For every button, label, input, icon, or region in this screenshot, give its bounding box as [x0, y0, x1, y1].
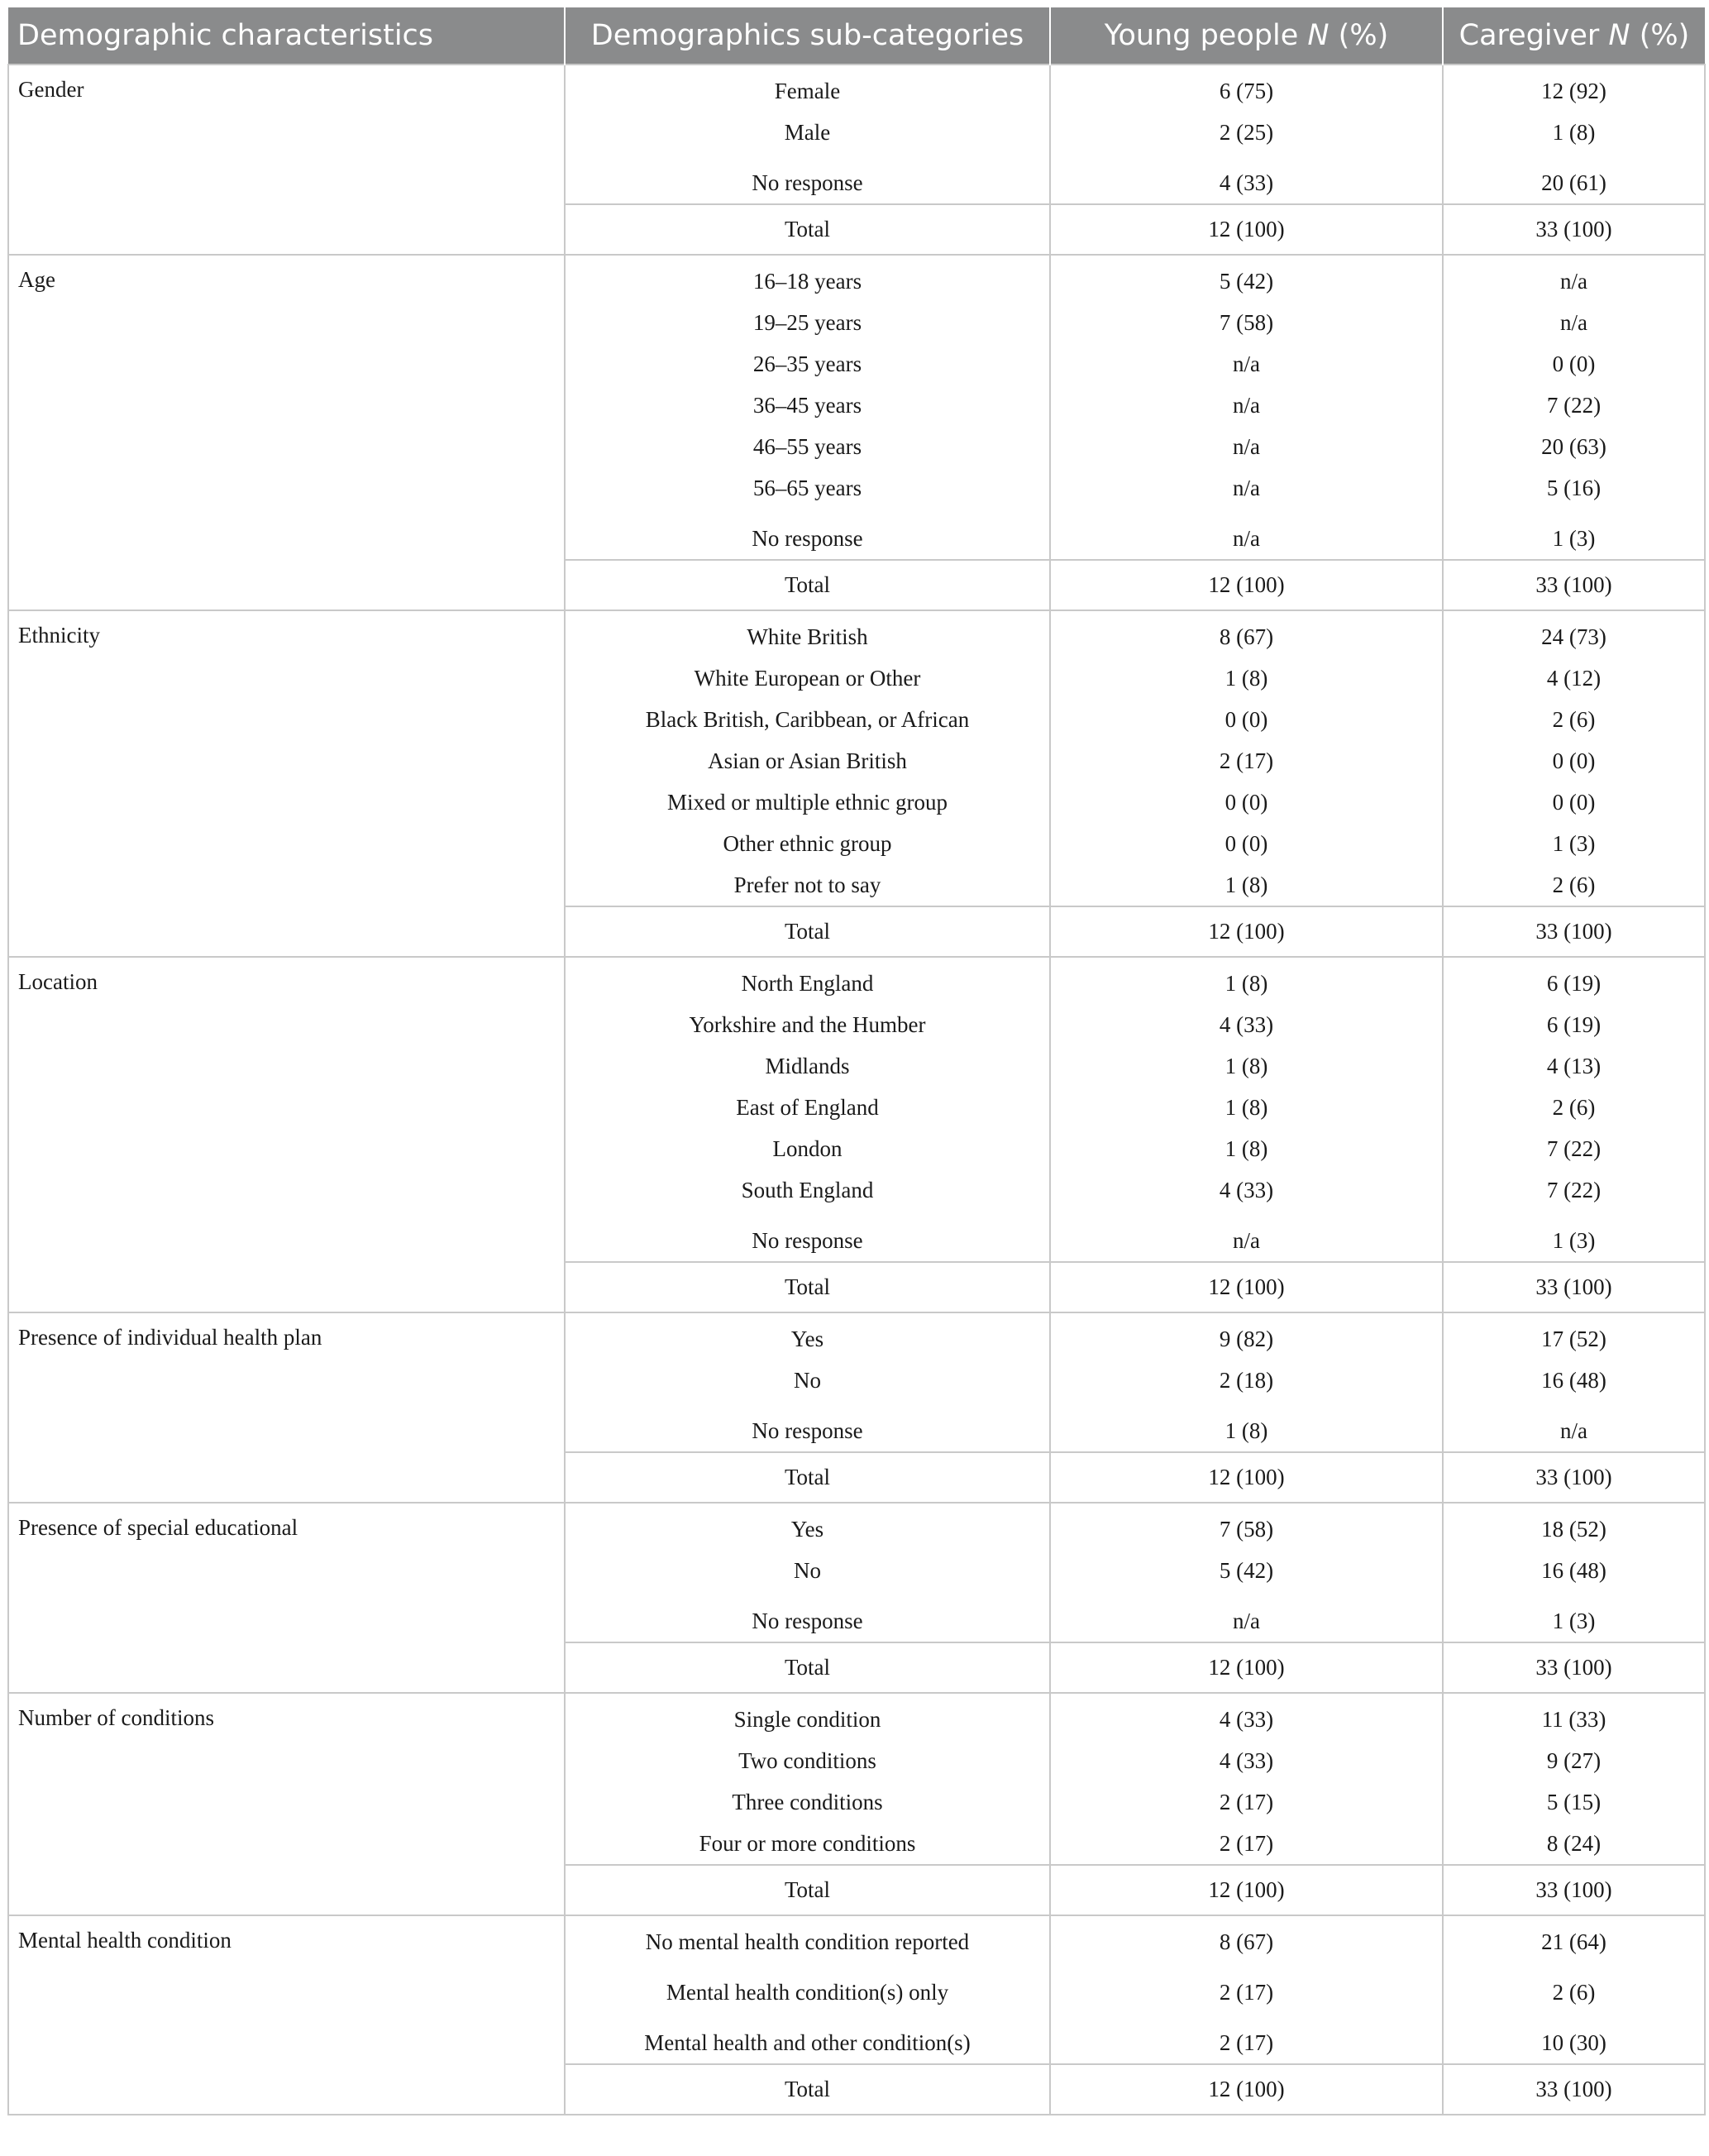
subcategory-label: 46–55 years: [752, 434, 862, 459]
subcategory-label: Four or more conditions: [699, 1831, 916, 1856]
caregiver-value: 6 (19): [1546, 1012, 1602, 1037]
total-subcategory-label: Total: [565, 1642, 1050, 1693]
total-caregiver-value: 33 (100): [1443, 204, 1705, 255]
caregiver-value: 1 (3): [1552, 526, 1596, 551]
young-people-value: 2 (18): [1219, 1368, 1274, 1393]
total-subcategory-label: Total: [565, 1262, 1050, 1312]
subcategory-label: East of England: [736, 1095, 879, 1120]
subcategory-label-cell: [565, 610, 1050, 906]
group-row: [8, 1915, 1705, 2064]
caregiver-value: 7 (22): [1546, 1178, 1602, 1202]
subcategory-label: Prefer not to say: [733, 872, 881, 897]
group-row: [8, 610, 1705, 906]
caregiver-value: 2 (6): [1552, 1980, 1596, 2005]
header-caregiver-suffix: (%): [1630, 19, 1690, 52]
subcategory-label: No response: [752, 526, 863, 551]
header-caregiver-prefix: Caregiver: [1458, 19, 1609, 52]
subcategory-label-cell: [565, 1693, 1050, 1865]
caregiver-value: 2 (6): [1552, 872, 1596, 897]
category-label: Presence of special educational: [8, 1503, 565, 1693]
total-young-people-value: 12 (100): [1050, 1865, 1443, 1915]
total-caregiver-value: 33 (100): [1443, 1452, 1705, 1503]
total-young-people-value: 12 (100): [1050, 906, 1443, 957]
caregiver-value-cell: [1443, 1915, 1705, 2064]
young-people-value: n/a: [1233, 393, 1260, 418]
category-label: Number of conditions: [8, 1693, 565, 1915]
young-people-value: n/a: [1233, 1609, 1260, 1633]
young-people-value: 7 (58): [1219, 310, 1274, 335]
young-people-value: n/a: [1233, 351, 1260, 376]
subcategory-label-cell: [565, 957, 1050, 1262]
young-people-value: 2 (25): [1219, 120, 1274, 145]
caregiver-value: 8 (24): [1546, 1831, 1602, 1856]
category-label: Mental health condition: [8, 1915, 565, 2115]
header-young-people-n: N: [1307, 19, 1329, 52]
subcategory-label: 16–18 years: [752, 269, 862, 294]
young-people-value-cell: [1050, 1312, 1443, 1452]
group-row: [8, 1503, 1705, 1642]
subcategory-label: Black British, Caribbean, or African: [645, 707, 970, 732]
caregiver-value: 1 (3): [1552, 1228, 1596, 1253]
caregiver-value: 20 (63): [1541, 434, 1606, 459]
young-people-value: 4 (33): [1219, 1748, 1274, 1773]
caregiver-value: 4 (12): [1546, 666, 1602, 691]
subcategory-label: Female: [774, 79, 841, 103]
young-people-value: 4 (33): [1219, 1178, 1274, 1202]
caregiver-value: 5 (15): [1546, 1790, 1602, 1814]
caregiver-value: n/a: [1560, 269, 1587, 294]
young-people-value: 0 (0): [1224, 790, 1268, 815]
caregiver-value: 7 (22): [1546, 393, 1602, 418]
caregiver-value: 16 (48): [1541, 1558, 1606, 1583]
caregiver-value: 7 (22): [1546, 1136, 1602, 1161]
caregiver-value: n/a: [1560, 310, 1587, 335]
total-subcategory-label: Total: [565, 1452, 1050, 1503]
caregiver-value-cell: [1443, 957, 1705, 1262]
category-label: Presence of individual health plan: [8, 1312, 565, 1503]
young-people-value-cell: [1050, 957, 1443, 1262]
total-caregiver-value: 33 (100): [1443, 1262, 1705, 1312]
group-row: [8, 255, 1705, 560]
young-people-value: 4 (33): [1219, 1012, 1274, 1037]
caregiver-value: 10 (30): [1541, 2030, 1606, 2055]
demographics-table-container: [7, 7, 1704, 2115]
total-young-people-value: 12 (100): [1050, 1452, 1443, 1503]
subcategory-label: No: [794, 1558, 821, 1583]
category-label: Gender: [8, 65, 565, 255]
young-people-value-cell: [1050, 65, 1443, 204]
young-people-value: 8 (67): [1219, 624, 1274, 649]
young-people-value: 2 (17): [1219, 2030, 1274, 2055]
subcategory-label: No response: [752, 170, 863, 195]
young-people-value-cell: [1050, 255, 1443, 560]
group-row: [8, 1693, 1705, 1865]
young-people-value: 5 (42): [1219, 1558, 1274, 1583]
young-people-value: 1 (8): [1224, 1054, 1268, 1078]
group-row: [8, 65, 1705, 204]
young-people-value: 8 (67): [1219, 1929, 1274, 1954]
young-people-value: 2 (17): [1219, 1790, 1274, 1814]
young-people-value: n/a: [1233, 476, 1260, 500]
caregiver-value: 1 (8): [1552, 120, 1596, 145]
caregiver-value: 1 (3): [1552, 1609, 1596, 1633]
caregiver-value: 2 (6): [1552, 707, 1596, 732]
caregiver-value: 18 (52): [1541, 1517, 1606, 1542]
total-caregiver-value: 33 (100): [1443, 560, 1705, 610]
header-caregiver-n: N: [1608, 19, 1630, 52]
young-people-value-cell: [1050, 610, 1443, 906]
table-body: [8, 65, 1705, 2115]
caregiver-value: 9 (27): [1546, 1748, 1602, 1773]
subcategory-label: South England: [741, 1178, 874, 1202]
young-people-value: n/a: [1233, 434, 1260, 459]
category-label: Location: [8, 957, 565, 1312]
table-header: [8, 7, 1705, 65]
subcategory-label-cell: [565, 65, 1050, 204]
subcategory-label: Asian or Asian British: [708, 748, 907, 773]
young-people-value: 2 (17): [1219, 1980, 1274, 2005]
caregiver-value-cell: [1443, 65, 1705, 204]
total-caregiver-value: 33 (100): [1443, 1642, 1705, 1693]
total-young-people-value: 12 (100): [1050, 2064, 1443, 2115]
subcategory-label-cell: [565, 255, 1050, 560]
subcategory-label-cell: [565, 1915, 1050, 2064]
subcategory-label: Mixed or multiple ethnic group: [667, 790, 948, 815]
total-caregiver-value: 33 (100): [1443, 2064, 1705, 2115]
caregiver-value-cell: [1443, 1693, 1705, 1865]
caregiver-value: 0 (0): [1552, 351, 1596, 376]
subcategory-label: 19–25 years: [752, 310, 862, 335]
caregiver-value: 16 (48): [1541, 1368, 1606, 1393]
header-sub-categories: Demographics sub-categories: [565, 7, 1050, 65]
subcategory-label: Male: [784, 120, 831, 145]
total-caregiver-value: 33 (100): [1443, 906, 1705, 957]
header-demographic-characteristics: Demographic characteristics: [8, 7, 565, 65]
young-people-value: 5 (42): [1219, 269, 1274, 294]
total-young-people-value: 12 (100): [1050, 560, 1443, 610]
subcategory-label: North England: [741, 971, 874, 996]
young-people-value: 1 (8): [1224, 666, 1268, 691]
young-people-value-cell: [1050, 1693, 1443, 1865]
subcategory-label: Other ethnic group: [723, 831, 892, 856]
header-young-people-suffix: (%): [1329, 19, 1389, 52]
caregiver-value: 0 (0): [1552, 748, 1596, 773]
caregiver-value-cell: [1443, 610, 1705, 906]
total-subcategory-label: Total: [565, 2064, 1050, 2115]
young-people-value: n/a: [1233, 1228, 1260, 1253]
subcategory-label: No mental health condition reported: [645, 1929, 970, 1954]
total-young-people-value: 12 (100): [1050, 204, 1443, 255]
young-people-value: 2 (17): [1219, 748, 1274, 773]
young-people-value: 1 (8): [1224, 1095, 1268, 1120]
caregiver-value: 11 (33): [1541, 1707, 1606, 1732]
caregiver-value: 5 (16): [1546, 476, 1602, 500]
group-row: [8, 1312, 1705, 1452]
caregiver-value: 4 (13): [1546, 1054, 1602, 1078]
group-row: [8, 957, 1705, 1262]
header-young-people-prefix: Young people: [1104, 19, 1308, 52]
caregiver-value-cell: [1443, 1312, 1705, 1452]
header-row: [8, 7, 1705, 65]
subcategory-label: No: [794, 1368, 821, 1393]
young-people-value: 1 (8): [1224, 1136, 1268, 1161]
subcategory-label: Single condition: [733, 1707, 881, 1732]
young-people-value: 1 (8): [1224, 971, 1268, 996]
demographics-table: [7, 7, 1706, 2115]
subcategory-label: Yorkshire and the Humber: [689, 1012, 926, 1037]
subcategory-label: No response: [752, 1228, 863, 1253]
subcategory-label: Three conditions: [732, 1790, 883, 1814]
subcategory-label: 56–65 years: [752, 476, 862, 500]
total-caregiver-value: 33 (100): [1443, 1865, 1705, 1915]
caregiver-value: n/a: [1560, 1418, 1587, 1443]
caregiver-value-cell: [1443, 1503, 1705, 1642]
caregiver-value: 24 (73): [1541, 624, 1606, 649]
category-label: Ethnicity: [8, 610, 565, 957]
total-subcategory-label: Total: [565, 204, 1050, 255]
total-young-people-value: 12 (100): [1050, 1262, 1443, 1312]
category-label: Age: [8, 255, 565, 610]
subcategory-label-cell: [565, 1312, 1050, 1452]
header-young-people: [1050, 7, 1443, 65]
caregiver-value: 2 (6): [1552, 1095, 1596, 1120]
subcategory-label: Mental health condition(s) only: [666, 1980, 949, 2005]
total-subcategory-label: Total: [565, 906, 1050, 957]
subcategory-label: 36–45 years: [752, 393, 862, 418]
young-people-value: 9 (82): [1219, 1327, 1274, 1351]
caregiver-value: 0 (0): [1552, 790, 1596, 815]
young-people-value: 2 (17): [1219, 1831, 1274, 1856]
subcategory-label: Two conditions: [738, 1748, 876, 1773]
caregiver-value: 17 (52): [1541, 1327, 1606, 1351]
subcategory-label: Midlands: [765, 1054, 850, 1078]
young-people-value: 1 (8): [1224, 872, 1268, 897]
young-people-value: 7 (58): [1219, 1517, 1274, 1542]
total-young-people-value: 12 (100): [1050, 1642, 1443, 1693]
young-people-value: n/a: [1233, 526, 1260, 551]
caregiver-value: 1 (3): [1552, 831, 1596, 856]
subcategory-label: No response: [752, 1609, 863, 1633]
subcategory-label-cell: [565, 1503, 1050, 1642]
subcategory-label: White European or Other: [694, 666, 921, 691]
caregiver-value: 12 (92): [1541, 79, 1606, 103]
subcategory-label: Yes: [790, 1517, 824, 1542]
young-people-value: 4 (33): [1219, 1707, 1274, 1732]
young-people-value-cell: [1050, 1915, 1443, 2064]
subcategory-label: London: [772, 1136, 843, 1161]
caregiver-value: 20 (61): [1541, 170, 1606, 195]
young-people-value: 0 (0): [1224, 831, 1268, 856]
subcategory-label: White British: [747, 624, 868, 649]
caregiver-value: 6 (19): [1546, 971, 1602, 996]
subcategory-label: No response: [752, 1418, 863, 1443]
total-subcategory-label: Total: [565, 560, 1050, 610]
young-people-value: 0 (0): [1224, 707, 1268, 732]
caregiver-value: 21 (64): [1541, 1929, 1606, 1954]
total-subcategory-label: Total: [565, 1865, 1050, 1915]
header-caregiver: [1443, 7, 1705, 65]
caregiver-value-cell: [1443, 255, 1705, 560]
young-people-value: 4 (33): [1219, 170, 1274, 195]
young-people-value: 1 (8): [1224, 1418, 1268, 1443]
young-people-value: 6 (75): [1219, 79, 1274, 103]
subcategory-label: Yes: [790, 1327, 824, 1351]
young-people-value-cell: [1050, 1503, 1443, 1642]
subcategory-label: 26–35 years: [752, 351, 862, 376]
subcategory-label: Mental health and other condition(s): [644, 2030, 971, 2055]
